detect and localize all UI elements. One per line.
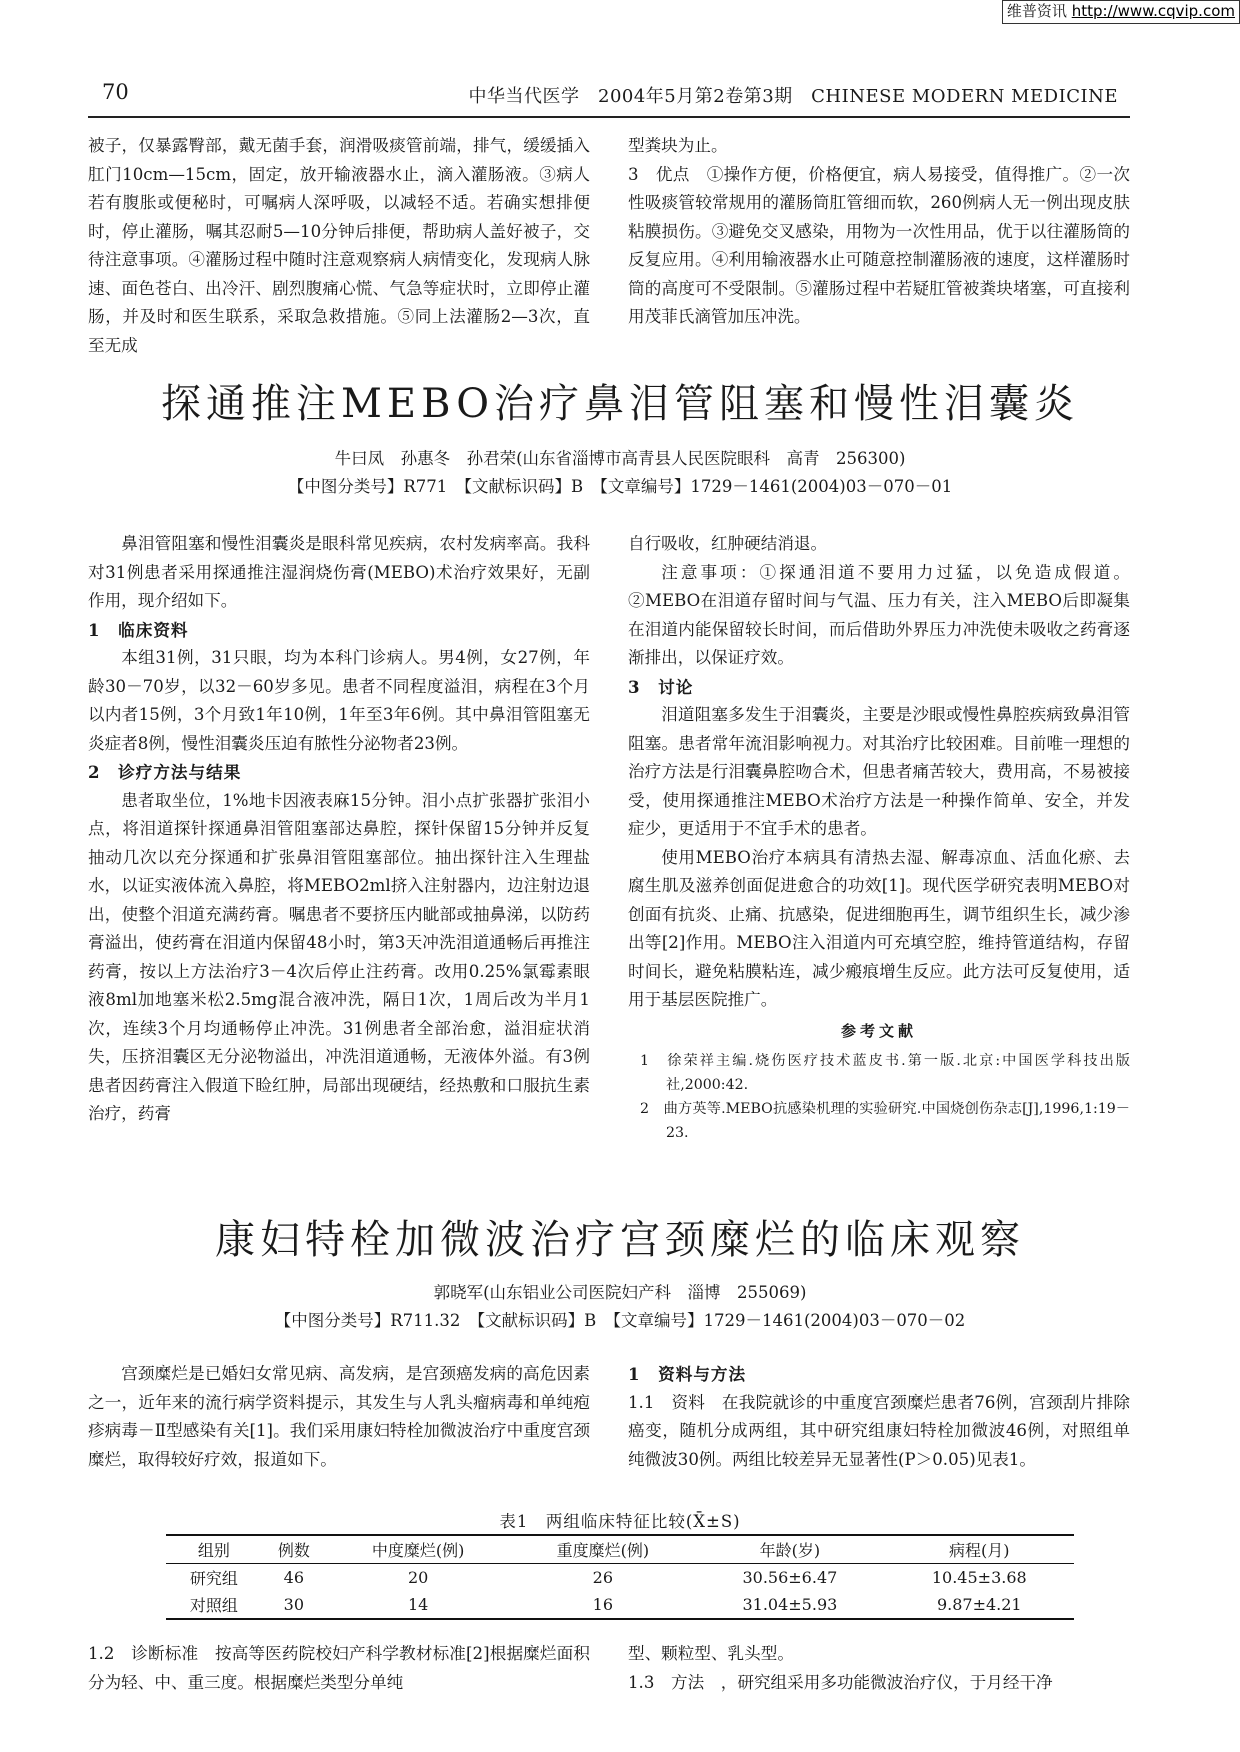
- paragraph: 型粪块为止。: [628, 136, 728, 155]
- section-heading: 3 讨论: [628, 676, 694, 697]
- table-row: [166, 1564, 1074, 1592]
- prev-article-left: [88, 132, 590, 360]
- table-header-cell: 年龄(岁): [695, 1535, 884, 1564]
- clinical-features-table: [166, 1534, 1074, 1620]
- paragraph: 3 优点 ①操作方便，价格便宜，病人易接受，值得推广。②一次性吸痰管较常规用的灌肠筒肛管细而软，260例病人无一例出现皮肤粘膜损伤。③避免交叉感染，用物为一次性用品，优于以往灌肠筒的反复应用。④利用输液器水止可随意控制灌肠液的速度，这样灌肠时筒的高度可不受限制。⑤灌肠过程中若疑肛管被粪块堵塞，可直接利用茂菲氏滴管加压冲洗。: [628, 164, 1130, 326]
- table-cell: 16: [511, 1591, 696, 1619]
- table-header-cell: 例数: [262, 1535, 326, 1564]
- article2-classification: 【中图分类号】R711.32 【文献标识码】B 【文章编号】1729－1461(2004)03－070－02: [274, 1311, 966, 1330]
- references-heading: 参考文献: [840, 1021, 917, 1040]
- table-header-cell: 重度糜烂(例): [511, 1535, 696, 1564]
- paragraph: 本组31例，31只眼，均为本科门诊病人。男4例，女27例，年龄30－70岁，以32－60岁多见。患者不同程度溢泪，病程在3个月以内者15例，3个月致1年10例，1年至3年6例。其中鼻泪管阻塞无炎症者8例，慢性泪囊炎压迫有脓性分泌物者23例。: [88, 648, 590, 753]
- table-cell: 10.45±3.68: [931, 1568, 1027, 1587]
- article1-authors: 牛曰凤 孙惠冬 孙君荣(山东省淄博市高青县人民医院眼科 高青 256300): [334, 449, 906, 468]
- table-cell: 30.56±6.47: [742, 1568, 838, 1587]
- prev-article-right: [628, 132, 1130, 332]
- section-heading: 2 诊疗方法与结果: [88, 762, 242, 782]
- table-header-cell: 组别: [166, 1535, 262, 1564]
- paragraph: 患者取坐位，1%地卡因液表麻15分钟。泪小点扩张器扩张泪小点，将泪道探针探通鼻泪管阻塞部达鼻腔，探针保留15分钟并反复抽动几次以充分探通和扩张鼻泪管阻塞部位。抽出探针注入生理盐水，以证实液体流入鼻腔，将MEBO2ml挤入注射器内，边注射边退出，使整个泪道充满药膏。嘱患者不要挤压内眦部或抽鼻涕，以防药膏溢出，使药膏在泪道内保留48小时，第3天冲洗泪道通畅后再推注药膏，按以上方法治疗3－4次后停止注药膏。改用0.25%氯霉素眼液8ml加地塞米松2.5mg混合液冲洗，隔日1次，1周后改为半月1次，连续3个月均通畅停止冲洗。31例患者全部治愈，溢泪症状消失，压挤泪囊区无分泌物溢出，冲洗泪道通畅，无液体外溢。有3例患者因药膏注入假道下睑红肿，局部出现硬结，经热敷和口服抗生素治疗，药膏: [88, 790, 590, 1123]
- article2-right-column: [628, 1360, 1130, 1474]
- paragraph: 鼻泪管阻塞和慢性泪囊炎是眼科常见疾病，农村发病率高。我科对31例患者采用探通推注湿润烧伤膏(MEBO)术治疗效果好，无副作用，现介绍如下。: [88, 534, 590, 610]
- article1-title: 探通推注MEBO治疗鼻泪管阻塞和慢性泪囊炎: [160, 381, 1080, 427]
- table-row: [166, 1591, 1074, 1619]
- running-header: [88, 80, 1118, 112]
- table-cell: 研究组: [189, 1569, 238, 1588]
- article2-bottom-left: [88, 1640, 590, 1697]
- article2-left-column: [88, 1360, 590, 1474]
- paragraph: 自行吸收，红肿硬结消退。: [628, 534, 828, 553]
- article2-title: 康妇特栓加微波治疗宫颈糜烂的临床观察: [215, 1217, 1025, 1263]
- section-heading: 1 临床资料: [88, 619, 189, 640]
- header-rule: [88, 116, 1130, 118]
- paragraph: 1.2 诊断标准 按高等医药院校妇产科学教材标准[2]根据糜烂面积分为轻、中、重三度。根据糜烂类型分单纯: [88, 1644, 590, 1692]
- reference-item: 1 徐荣祥主编.烧伤医疗技术蓝皮书.第一版.北京:中国医学科技出版社,2000:42.: [640, 1053, 1130, 1093]
- paragraph: 1.3 方法 ，研究组采用多功能微波治疗仪，于月经干净: [628, 1672, 1053, 1692]
- paragraph: 被子，仅暴露臀部，戴无菌手套，润滑吸痰管前端，排气，缓缓插入肛门10cm—15cm，固定，放开输液器水止，滴入灌肠液。③病人若有腹胀或便秘时，可嘱病人深呼吸，以减轻不适。若确实想排便时，停止灌肠，嘱其忍耐5—10分钟后排便，帮助病人盖好被子，交待注意事项。④灌肠过程中随时注意观察病人病情变化，发现病人脉速、面色苍白、出冷汗、剧烈腹痛心慌、气急等症状时，立即停止灌肠，并及时和医生联系，采取急救措施。⑤同上法灌肠2—3次，直至无成: [88, 136, 590, 355]
- article2-bottom-right: [628, 1640, 1130, 1697]
- article1-classification: 【中图分类号】R771 【文献标识码】B 【文章编号】1729－1461(2004)03－070－01: [287, 477, 953, 496]
- page-number: 70: [102, 80, 129, 104]
- table-cell: 9.87±4.21: [885, 1591, 1074, 1619]
- article1-right-column: [628, 530, 1130, 1145]
- table-cell: 14: [326, 1591, 511, 1619]
- article2-authors: 郭晓军(山东铝业公司医院妇产科 淄博 255069): [433, 1283, 807, 1302]
- article1-left-column: [88, 530, 590, 1129]
- table-header-cell: 病程(月): [885, 1535, 1074, 1564]
- table-cell: 20: [407, 1568, 429, 1587]
- journal-info: 中华当代医学 2004年5月第2卷第3期 CHINESE MODERN MEDICINE: [468, 86, 1118, 107]
- paragraph: 注意事项：①探通泪道不要用力过猛，以免造成假道。②MEBO在泪道存留时间与气温、压力有关，注入MEBO后即凝集在泪道内能保留较长时间，而后借助外界压力冲洗使未吸收之药膏逐渐排出，以保证疗效。: [628, 562, 1130, 667]
- watermark: [1002, 0, 1240, 24]
- paragraph: 1.1 资料 在我院就诊的中重度宫颈糜烂患者76例，宫颈刮片排除癌变，随机分成两组，其中研究组康妇特栓加微波46例，对照组单纯微波30例。两组比较差异无显著性(P＞0.05)见表1。: [628, 1392, 1130, 1469]
- table-cell: 46: [283, 1568, 305, 1587]
- table-cell: 31.04±5.93: [695, 1591, 884, 1619]
- paragraph: 宫颈糜烂是已婚妇女常见病、高发病，是宫颈癌发病的高危因素之一，近年来的流行病学资料提示，其发生与人乳头瘤病毒和单纯疱疹病毒－Ⅱ型感染有关[1]。我们采用康妇特栓加微波治疗中重度宫颈糜烂，取得较好疗效，报道如下。: [88, 1364, 590, 1469]
- table-cell: 对照组: [166, 1591, 262, 1619]
- table-caption: 表1 两组临床特征比较(X̄±S): [499, 1512, 741, 1531]
- paragraph: 使用MEBO治疗本病具有清热去湿、解毒凉血、活血化瘀、去腐生肌及滋养创面促进愈合的功效[1]。现代医学研究表明MEBO对创面有抗炎、止痛、抗感染，促进细胞再生，调节组织生长，减少渗出等[2]作用。MEBO注入泪道内可充填空腔，维持管道结构，存留时间长，避免粘膜粘连，减少瘢痕增生反应。此方法可反复使用，适用于基层医院推广。: [628, 847, 1130, 1009]
- references: [628, 1017, 1130, 1146]
- watermark-site: 维普资讯: [1006, 2, 1067, 20]
- table-cell: 30: [262, 1591, 326, 1619]
- table-header-cell: 中度糜烂(例): [326, 1535, 511, 1564]
- table-header-row: [166, 1535, 1074, 1564]
- paragraph: 泪道阻塞多发生于泪囊炎，主要是沙眼或慢性鼻腔疾病致鼻泪管阻塞。患者常年流泪影响视力。对其治疗比较困难。目前唯一理想的治疗方法是行泪囊鼻腔吻合术，但患者痛苦较大，费用高，不易被接受，使用探通推注MEBO术治疗方法是一种操作简单、安全，并发症少，更适用于不宜手术的患者。: [628, 705, 1130, 838]
- watermark-url[interactable]: http://www.cqvip.com: [1071, 2, 1235, 20]
- table-cell: 26: [592, 1568, 614, 1587]
- section-heading: 1 资料与方法: [628, 1364, 747, 1384]
- paragraph: 型、颗粒型、乳头型。: [628, 1644, 794, 1663]
- reference-item: 2 曲方英等.MEBO抗感染机理的实验研究.中国烧创伤杂志[J],1996,1:19－23.: [640, 1101, 1130, 1141]
